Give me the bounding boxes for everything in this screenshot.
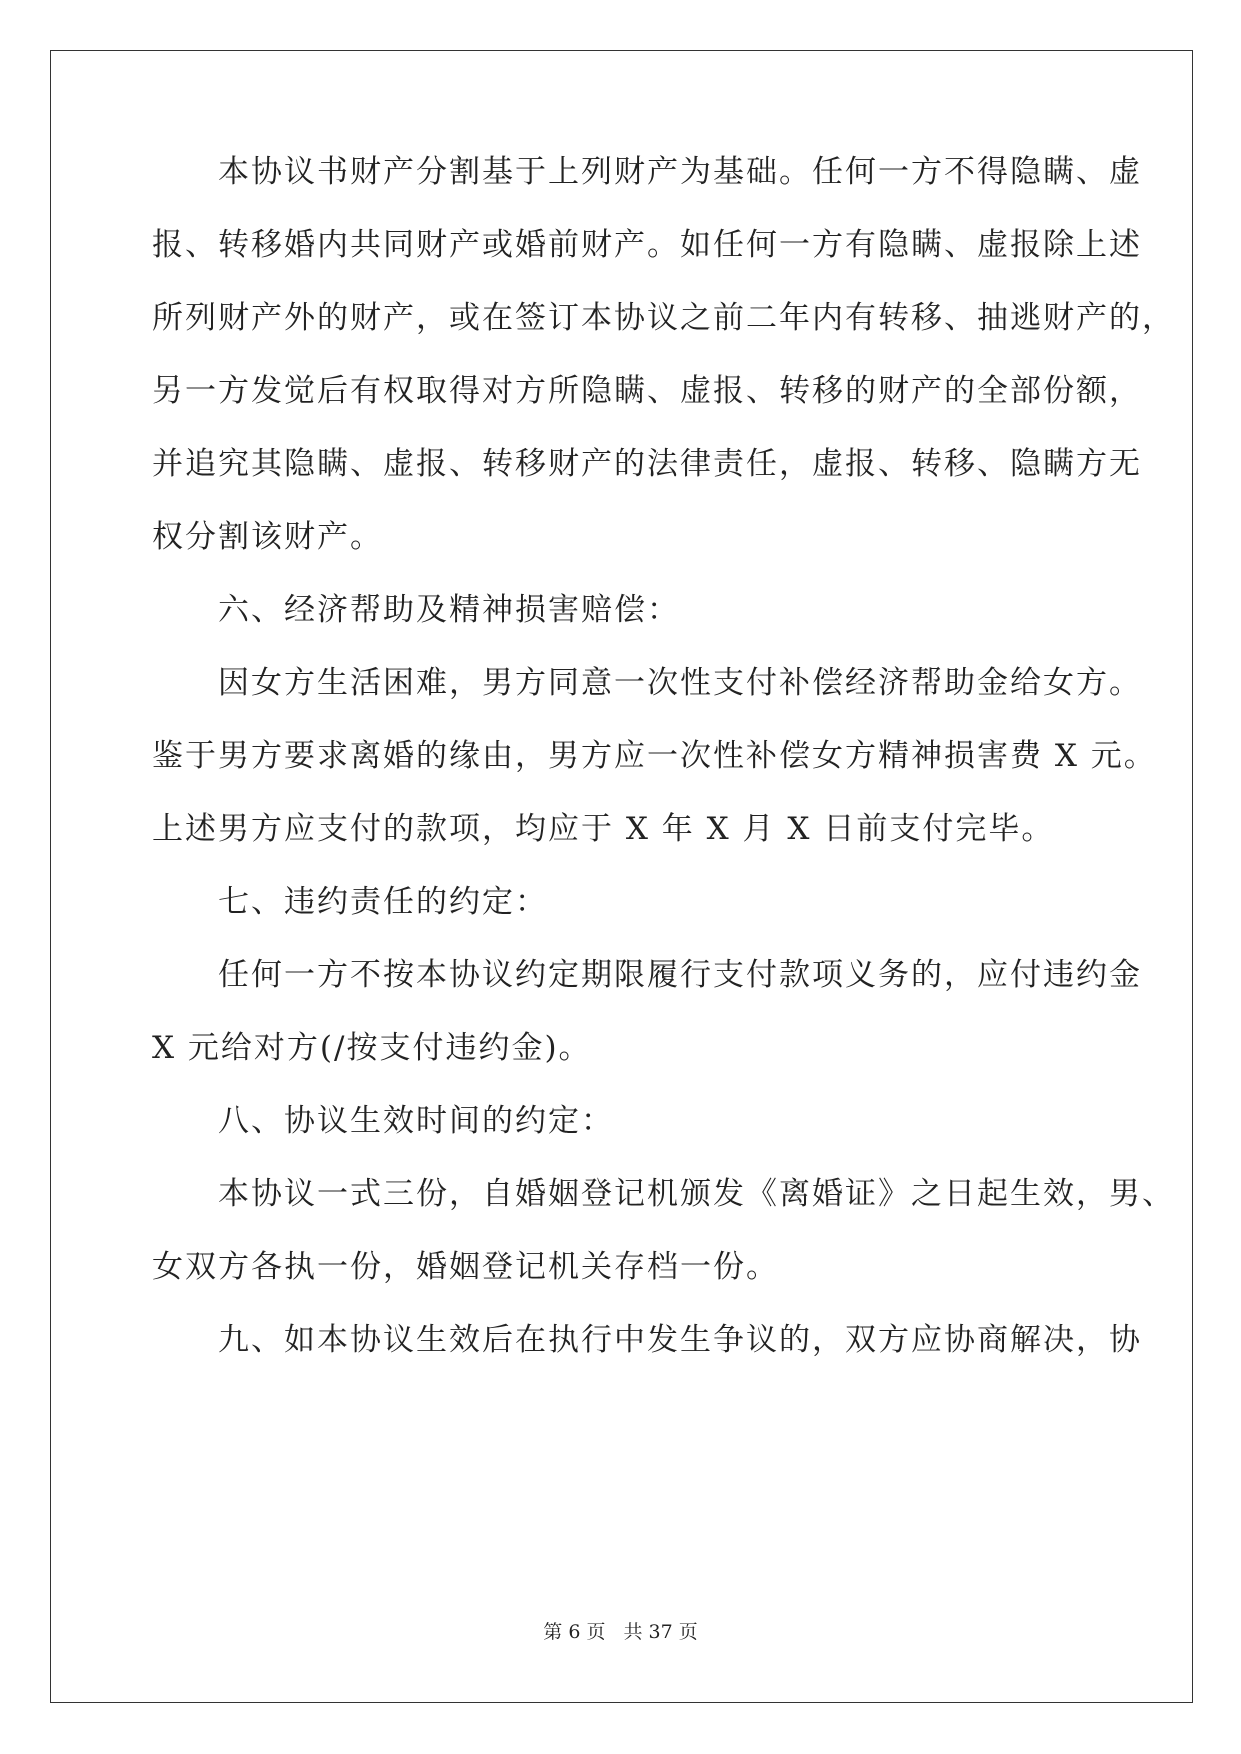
text-line: 所列财产外的财产，或在签订本协议之前二年内有转移、抽逃财产的， <box>152 300 1175 336</box>
text-line: 鉴于男方要求离婚的缘由，男方应一次性补偿女方精神损害费 X 元。 <box>152 738 1157 774</box>
text-line: 因女方生活困难，男方同意一次性支付补偿经济帮助金给女方。 <box>152 665 1142 701</box>
section-heading: 八、协议生效时间的约定： <box>152 1103 614 1139</box>
page-total: 共 37 页 <box>623 1621 698 1643</box>
text-line: 报、转移婚内共同财产或婚前财产。如任何一方有隐瞒、虚报除上述 <box>152 227 1142 263</box>
text-line: 上述男方应支付的款项，均应于 X 年 X 月 X 日前支付完毕。 <box>152 811 1055 847</box>
page-number: 第 6 页 <box>543 1621 606 1643</box>
text-line: 任何一方不按本协议约定期限履行支付款项义务的，应付违约金 <box>152 957 1142 993</box>
text-line: 女双方各执一份，婚姻登记机关存档一份。 <box>152 1249 779 1285</box>
text-line: 权分割该财产。 <box>152 519 383 555</box>
section-heading: 七、违约责任的约定： <box>152 884 548 920</box>
text-line: 本协议书财产分割基于上列财产为基础。任何一方不得隐瞒、虚 <box>152 154 1142 190</box>
text-line: 另一方发觉后有权取得对方所隐瞒、虚报、转移的财产的全部份额， <box>152 373 1142 409</box>
text-line: 并追究其隐瞒、虚报、转移财产的法律责任，虚报、转移、隐瞒方无 <box>152 446 1142 482</box>
section-heading: 六、经济帮助及精神损害赔偿： <box>152 592 680 628</box>
text-line: 本协议一式三份，自婚姻登记机颁发《离婚证》之日起生效，男、 <box>152 1176 1175 1212</box>
text-line: 九、如本协议生效后在执行中发生争议的，双方应协商解决，协 <box>152 1322 1142 1358</box>
text-line: X 元给对方(/按支付违约金)。 <box>152 1030 592 1066</box>
page-footer <box>0 1620 1241 1644</box>
